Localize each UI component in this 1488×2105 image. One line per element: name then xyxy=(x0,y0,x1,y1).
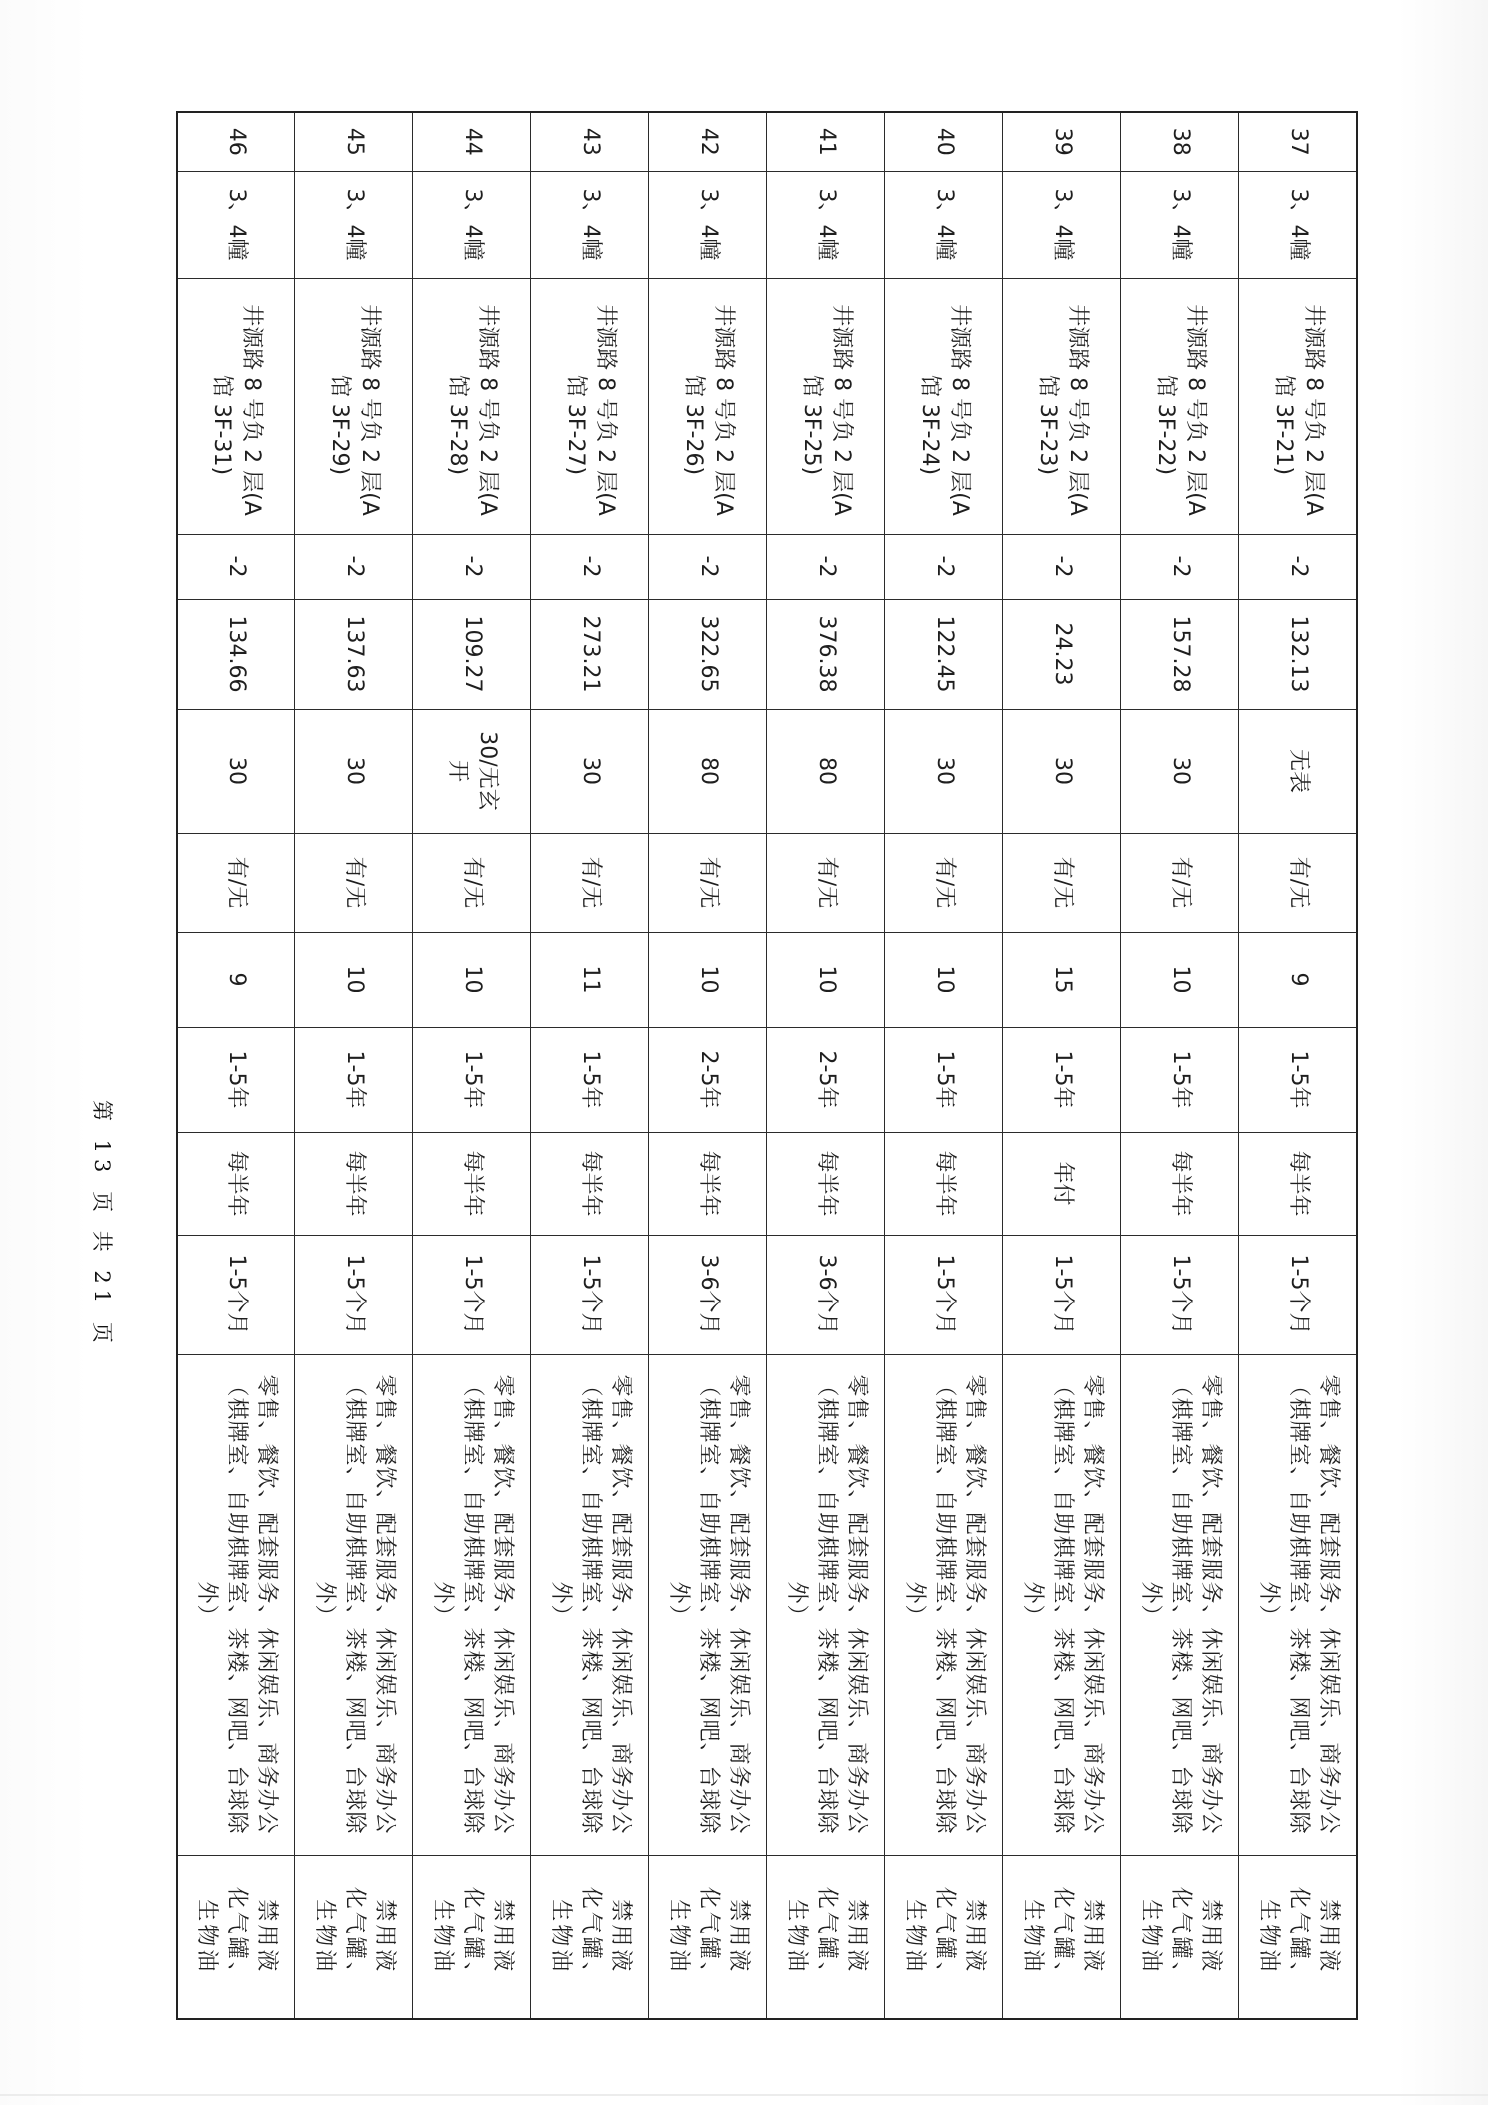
cell-deposit-line: 80 xyxy=(814,757,839,785)
cell-term: 2-5年 xyxy=(649,1027,767,1132)
cell-no: 42 xyxy=(649,112,767,171)
cell-count: 11 xyxy=(531,932,649,1027)
cell-banned-line: 化气罐、 xyxy=(460,1886,485,1987)
cell-building: 3、4幢 xyxy=(1121,171,1239,278)
cell-count: 10 xyxy=(413,932,531,1027)
cell-address xyxy=(1121,278,1239,534)
cell-area: 376.38 xyxy=(767,599,885,709)
cell-yes-no: 有/无 xyxy=(1003,833,1121,932)
cell-yes-no: 有/无 xyxy=(767,833,885,932)
cell-term: 1-5年 xyxy=(1239,1027,1357,1132)
table-row xyxy=(413,112,531,2019)
cell-banned-line: 化气罐、 xyxy=(932,1886,957,1987)
cell-term: 1-5年 xyxy=(531,1027,649,1132)
cell-building: 3、4幢 xyxy=(1003,171,1121,278)
cell-address-line: 馆 3F-24) xyxy=(917,374,942,476)
cell-yes-no: 有/无 xyxy=(413,833,531,932)
cell-business xyxy=(1239,1354,1357,1855)
cell-banned-line: 化气罐、 xyxy=(696,1886,721,1987)
cell-floor: -2 xyxy=(767,534,885,599)
cell-area: 132.13 xyxy=(1239,599,1357,709)
cell-no: 40 xyxy=(885,112,1003,171)
cell-business-line: 零售、餐饮、配套服务、休闲娱乐、商务办公 xyxy=(254,1374,280,1835)
cell-business xyxy=(1121,1354,1239,1855)
cell-area: 122.45 xyxy=(885,599,1003,709)
table-row xyxy=(885,112,1003,2019)
table-row xyxy=(1121,112,1239,2019)
cell-address-line: 井源路 8 号负 2 层(A xyxy=(239,304,265,516)
cell-building: 3、4幢 xyxy=(295,171,413,278)
cell-yes-no: 有/无 xyxy=(1239,833,1357,932)
cell-business-line: （棋牌室、自助棋牌室、茶楼、网吧、台球除外） xyxy=(548,1374,603,1835)
cell-deposit-line: 无表 xyxy=(1285,748,1311,793)
cell-business-line: （棋牌室、自助棋牌室、茶楼、网吧、台球除外） xyxy=(666,1374,721,1835)
cell-address-line: 馆 3F-21) xyxy=(1270,374,1296,476)
cell-address-line: 井源路 8 号负 2 层(A xyxy=(475,304,500,516)
cell-business-line: 零售、餐饮、配套服务、休闲娱乐、商务办公 xyxy=(372,1374,397,1835)
cell-business xyxy=(531,1354,649,1855)
cell-business-line: 零售、餐饮、配套服务、休闲娱乐、商务办公 xyxy=(1198,1374,1223,1835)
cell-term: 1-5年 xyxy=(413,1027,531,1132)
cell-banned-line: 化气罐、 xyxy=(578,1886,603,1987)
cell-address-line: 井源路 8 号负 2 层(A xyxy=(593,304,618,516)
cell-banned-line: 禁用液 xyxy=(726,1899,751,1975)
cell-count: 10 xyxy=(295,932,413,1027)
cell-count: 10 xyxy=(649,932,767,1027)
cell-payment: 每半年 xyxy=(1121,1132,1239,1235)
cell-deposit-line: 30 xyxy=(224,757,250,785)
cell-business xyxy=(413,1354,531,1855)
cell-address xyxy=(885,278,1003,534)
cell-banned xyxy=(1003,1855,1121,2019)
cell-building: 3、4幢 xyxy=(413,171,531,278)
cell-payment: 每半年 xyxy=(413,1132,531,1235)
cell-address xyxy=(1239,278,1357,534)
cell-count: 9 xyxy=(177,932,295,1027)
cell-yes-no: 有/无 xyxy=(177,833,295,932)
cell-rent-free: 1-5个月 xyxy=(531,1235,649,1354)
cell-count: 15 xyxy=(1003,932,1121,1027)
cell-building: 3、4幢 xyxy=(649,171,767,278)
cell-deposit-line: 30 xyxy=(1168,757,1193,785)
cell-address xyxy=(295,278,413,534)
cell-deposit-line: 30/无玄 xyxy=(475,731,500,811)
cell-business-line: （棋牌室、自助棋牌室、茶楼、网吧、台球除外） xyxy=(312,1374,367,1835)
cell-term: 1-5年 xyxy=(177,1027,295,1132)
cell-no: 39 xyxy=(1003,112,1121,171)
cell-business xyxy=(767,1354,885,1855)
cell-count: 10 xyxy=(767,932,885,1027)
cell-term: 1-5年 xyxy=(1121,1027,1239,1132)
cell-address-line: 馆 3F-25) xyxy=(799,374,824,476)
cell-floor: -2 xyxy=(1003,534,1121,599)
cell-business-line: （棋牌室、自助棋牌室、茶楼、网吧、台球除外） xyxy=(1255,1374,1311,1835)
cell-rent-free: 1-5个月 xyxy=(1003,1235,1121,1354)
cell-building: 3、4幢 xyxy=(177,171,295,278)
cell-no: 41 xyxy=(767,112,885,171)
cell-yes-no: 有/无 xyxy=(531,833,649,932)
cell-banned-line: 生物油 xyxy=(312,1899,337,1975)
cell-business xyxy=(295,1354,413,1855)
cell-address-line: 馆 3F-27) xyxy=(563,374,588,476)
cell-count: 10 xyxy=(885,932,1003,1027)
cell-address-line: 馆 3F-26) xyxy=(681,374,706,476)
cell-banned-line: 禁用液 xyxy=(844,1899,869,1975)
cell-banned-line: 化气罐、 xyxy=(224,1886,250,1987)
cell-rent-free: 1-5个月 xyxy=(1239,1235,1357,1354)
cell-business-line: （棋牌室、自助棋牌室、茶楼、网吧、台球除外） xyxy=(1020,1374,1075,1835)
cell-payment: 每半年 xyxy=(885,1132,1003,1235)
cell-business-line: （棋牌室、自助棋牌室、茶楼、网吧、台球除外） xyxy=(1138,1374,1193,1835)
cell-banned xyxy=(531,1855,649,2019)
cell-banned-line: 禁用液 xyxy=(372,1899,397,1975)
cell-deposit-line: 开 xyxy=(445,759,470,782)
cell-banned xyxy=(413,1855,531,2019)
cell-banned xyxy=(295,1855,413,2019)
cell-rent-free: 1-5个月 xyxy=(885,1235,1003,1354)
cell-banned-line: 生物油 xyxy=(194,1899,220,1975)
cell-banned-line: 化气罐、 xyxy=(1168,1886,1193,1987)
cell-deposit-line: 80 xyxy=(696,757,721,785)
cell-floor: -2 xyxy=(531,534,649,599)
cell-address-line: 井源路 8 号负 2 层(A xyxy=(947,304,972,516)
cell-deposit xyxy=(1121,709,1239,833)
cell-term: 1-5年 xyxy=(295,1027,413,1132)
table-row xyxy=(1239,112,1357,2019)
cell-deposit xyxy=(885,709,1003,833)
cell-building: 3、4幢 xyxy=(885,171,1003,278)
cell-rent-free: 3-6个月 xyxy=(767,1235,885,1354)
cell-address-line: 馆 3F-29) xyxy=(327,374,352,476)
cell-business-line: （棋牌室、自助棋牌室、茶楼、网吧、台球除外） xyxy=(194,1374,250,1835)
cell-address xyxy=(413,278,531,534)
cell-business-line: （棋牌室、自助棋牌室、茶楼、网吧、台球除外） xyxy=(430,1374,485,1835)
cell-address xyxy=(177,278,295,534)
cell-address xyxy=(649,278,767,534)
cell-banned-line: 禁用液 xyxy=(608,1899,633,1975)
cell-business-line: 零售、餐饮、配套服务、休闲娱乐、商务办公 xyxy=(490,1374,515,1835)
cell-banned-line: 禁用液 xyxy=(1080,1899,1105,1975)
cell-business-line: 零售、餐饮、配套服务、休闲娱乐、商务办公 xyxy=(608,1374,633,1835)
cell-banned-line: 禁用液 xyxy=(254,1899,280,1975)
cell-no: 46 xyxy=(177,112,295,171)
cell-yes-no: 有/无 xyxy=(295,833,413,932)
cell-banned-line: 生物油 xyxy=(666,1899,691,1975)
cell-area: 24.23 xyxy=(1003,599,1121,709)
cell-term: 2-5年 xyxy=(767,1027,885,1132)
cell-banned-line: 禁用液 xyxy=(490,1899,515,1975)
cell-deposit xyxy=(295,709,413,833)
lease-table xyxy=(176,111,1358,2020)
cell-deposit-line: 30 xyxy=(932,757,957,785)
cell-no: 43 xyxy=(531,112,649,171)
cell-business-line: （棋牌室、自助棋牌室、茶楼、网吧、台球除外） xyxy=(902,1374,957,1835)
cell-payment: 每半年 xyxy=(1239,1132,1357,1235)
cell-no: 44 xyxy=(413,112,531,171)
cell-area: 157.28 xyxy=(1121,599,1239,709)
cell-floor: -2 xyxy=(413,534,531,599)
cell-banned xyxy=(649,1855,767,2019)
cell-deposit-line: 30 xyxy=(1050,757,1075,785)
cell-address-line: 馆 3F-22) xyxy=(1153,374,1178,476)
cell-rent-free: 1-5个月 xyxy=(177,1235,295,1354)
cell-deposit-line: 30 xyxy=(578,757,603,785)
cell-banned-line: 生物油 xyxy=(1020,1899,1045,1975)
cell-deposit xyxy=(1003,709,1121,833)
cell-no: 45 xyxy=(295,112,413,171)
cell-banned xyxy=(885,1855,1003,2019)
page-footer: 第 13 页 共 21 页 xyxy=(90,1100,114,1349)
cell-deposit xyxy=(767,709,885,833)
cell-deposit xyxy=(177,709,295,833)
cell-no: 37 xyxy=(1239,112,1357,171)
cell-term: 1-5年 xyxy=(1003,1027,1121,1132)
cell-floor: -2 xyxy=(649,534,767,599)
cell-area: 273.21 xyxy=(531,599,649,709)
cell-yes-no: 有/无 xyxy=(885,833,1003,932)
cell-floor: -2 xyxy=(295,534,413,599)
cell-banned xyxy=(1121,1855,1239,2019)
cell-business-line: 零售、餐饮、配套服务、休闲娱乐、商务办公 xyxy=(726,1374,751,1835)
cell-address xyxy=(767,278,885,534)
cell-count: 9 xyxy=(1239,932,1357,1027)
cell-business xyxy=(885,1354,1003,1855)
cell-deposit xyxy=(413,709,531,833)
cell-banned-line: 禁用液 xyxy=(962,1899,987,1975)
cell-banned xyxy=(1239,1855,1357,2019)
cell-building: 3、4幢 xyxy=(1239,171,1357,278)
cell-address-line: 井源路 8 号负 2 层(A xyxy=(1300,304,1326,516)
cell-deposit xyxy=(649,709,767,833)
cell-rent-free: 1-5个月 xyxy=(1121,1235,1239,1354)
table-row xyxy=(295,112,413,2019)
cell-term: 1-5年 xyxy=(885,1027,1003,1132)
cell-address xyxy=(1003,278,1121,534)
cell-floor: -2 xyxy=(177,534,295,599)
cell-banned-line: 生物油 xyxy=(902,1899,927,1975)
cell-count: 10 xyxy=(1121,932,1239,1027)
cell-address-line: 馆 3F-31) xyxy=(209,374,235,476)
cell-address-line: 井源路 8 号负 2 层(A xyxy=(1065,304,1090,516)
cell-business-line: （棋牌室、自助棋牌室、茶楼、网吧、台球除外） xyxy=(784,1374,839,1835)
cell-banned xyxy=(767,1855,885,2019)
cell-floor: -2 xyxy=(1239,534,1357,599)
cell-business-line: 零售、餐饮、配套服务、休闲娱乐、商务办公 xyxy=(962,1374,987,1835)
cell-address-line: 馆 3F-28) xyxy=(445,374,470,476)
cell-yes-no: 有/无 xyxy=(1121,833,1239,932)
cell-deposit xyxy=(1239,709,1357,833)
cell-banned-line: 生物油 xyxy=(784,1899,809,1975)
cell-business xyxy=(649,1354,767,1855)
cell-rent-free: 1-5个月 xyxy=(295,1235,413,1354)
cell-area: 134.66 xyxy=(177,599,295,709)
table-row xyxy=(531,112,649,2019)
cell-banned xyxy=(177,1855,295,2019)
table-row xyxy=(177,112,295,2019)
cell-payment: 每半年 xyxy=(767,1132,885,1235)
cell-banned-line: 化气罐、 xyxy=(1050,1886,1075,1987)
rotated-table-wrapper xyxy=(177,111,1358,2018)
table-row xyxy=(649,112,767,2019)
cell-banned-line: 禁用液 xyxy=(1315,1899,1341,1975)
cell-business xyxy=(1003,1354,1121,1855)
cell-banned-line: 化气罐、 xyxy=(1285,1886,1311,1987)
table-body xyxy=(177,112,1357,2019)
cell-address-line: 井源路 8 号负 2 层(A xyxy=(357,304,382,516)
cell-business-line: 零售、餐饮、配套服务、休闲娱乐、商务办公 xyxy=(1315,1374,1341,1835)
cell-address-line: 馆 3F-23) xyxy=(1035,374,1060,476)
cell-payment: 每半年 xyxy=(295,1132,413,1235)
cell-banned-line: 生物油 xyxy=(1138,1899,1163,1975)
cell-address xyxy=(531,278,649,534)
cell-banned-line: 禁用液 xyxy=(1198,1899,1223,1975)
cell-address-line: 井源路 8 号负 2 层(A xyxy=(711,304,736,516)
cell-deposit xyxy=(531,709,649,833)
cell-building: 3、4幢 xyxy=(531,171,649,278)
scan-edge xyxy=(0,2094,1488,2096)
cell-business xyxy=(177,1354,295,1855)
cell-banned-line: 化气罐、 xyxy=(814,1886,839,1987)
cell-area: 137.63 xyxy=(295,599,413,709)
cell-payment: 每半年 xyxy=(649,1132,767,1235)
cell-banned-line: 生物油 xyxy=(430,1899,455,1975)
cell-address-line: 井源路 8 号负 2 层(A xyxy=(829,304,854,516)
cell-rent-free: 3-6个月 xyxy=(649,1235,767,1354)
cell-deposit-line: 30 xyxy=(342,757,367,785)
cell-no: 38 xyxy=(1121,112,1239,171)
cell-payment: 每半年 xyxy=(177,1132,295,1235)
cell-payment: 年付 xyxy=(1003,1132,1121,1235)
cell-floor: -2 xyxy=(1121,534,1239,599)
cell-business-line: 零售、餐饮、配套服务、休闲娱乐、商务办公 xyxy=(844,1374,869,1835)
table-row xyxy=(1003,112,1121,2019)
cell-address-line: 井源路 8 号负 2 层(A xyxy=(1183,304,1208,516)
cell-banned-line: 生物油 xyxy=(1255,1899,1281,1975)
cell-yes-no: 有/无 xyxy=(649,833,767,932)
cell-area: 322.65 xyxy=(649,599,767,709)
cell-banned-line: 生物油 xyxy=(548,1899,573,1975)
cell-business-line: 零售、餐饮、配套服务、休闲娱乐、商务办公 xyxy=(1080,1374,1105,1835)
cell-building: 3、4幢 xyxy=(767,171,885,278)
cell-banned-line: 化气罐、 xyxy=(342,1886,367,1987)
table-row xyxy=(767,112,885,2019)
cell-floor: -2 xyxy=(885,534,1003,599)
cell-area: 109.27 xyxy=(413,599,531,709)
cell-payment: 每半年 xyxy=(531,1132,649,1235)
cell-rent-free: 1-5个月 xyxy=(413,1235,531,1354)
